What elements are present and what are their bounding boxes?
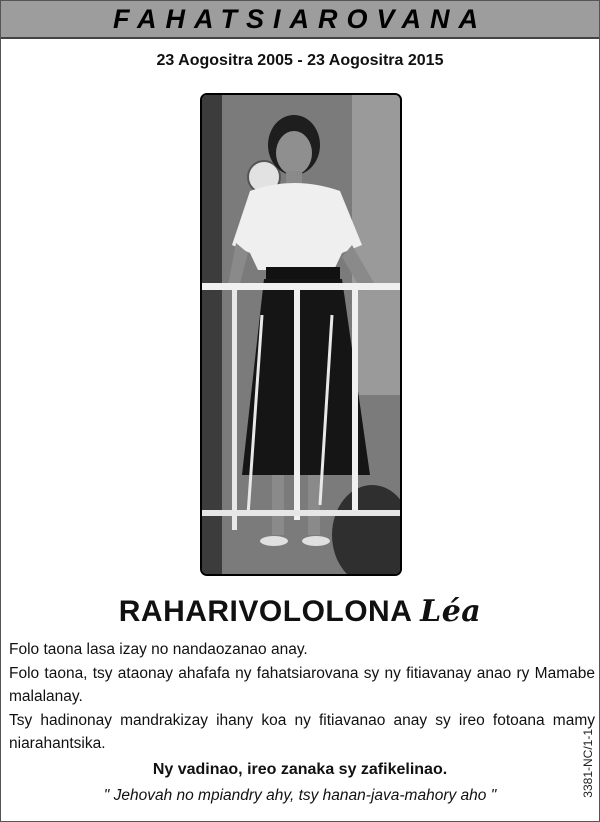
deceased-name <box>1 594 599 629</box>
signature-text: Ny vadinao, ireo zanaka sy zafikelinao <box>152 761 443 778</box>
header-title: FAHATSIAROVANA <box>113 3 487 34</box>
memorial-paragraph: Tsy hadinonay mandrakizay ihany koa ny fitiavanao anay sy ireo fotoana mamy niarahantsika. <box>9 711 595 752</box>
family-signature: Ny vadinao, ireo zanaka sy zafikelinao. <box>152 761 448 778</box>
memorial-dates: 23 Aogositra 2005 - 23 Aogositra 2015 <box>156 52 444 69</box>
memorial-paragraph: Folo taona, tsy ataonay ahafafa ny fahatsiarovana sy ny fitiavanay anao ry Mamabe malalanay. <box>9 664 595 705</box>
memorial-text <box>9 638 595 756</box>
portrait-photo-illustration <box>202 95 400 574</box>
scripture-quote: " Jehovah no mpiandry ahy, tsy hanan-java-mahory aho " <box>103 787 497 804</box>
header-bar <box>1 1 599 39</box>
surname: RAHARIVOLOLONA <box>118 595 412 628</box>
first-name: Léa <box>420 594 482 629</box>
reference-code: 3381-NC/1-1 <box>581 729 595 798</box>
portrait-photo <box>200 93 402 576</box>
memorial-paragraph: Folo taona lasa izay no nandaozanao anay. <box>9 641 308 658</box>
